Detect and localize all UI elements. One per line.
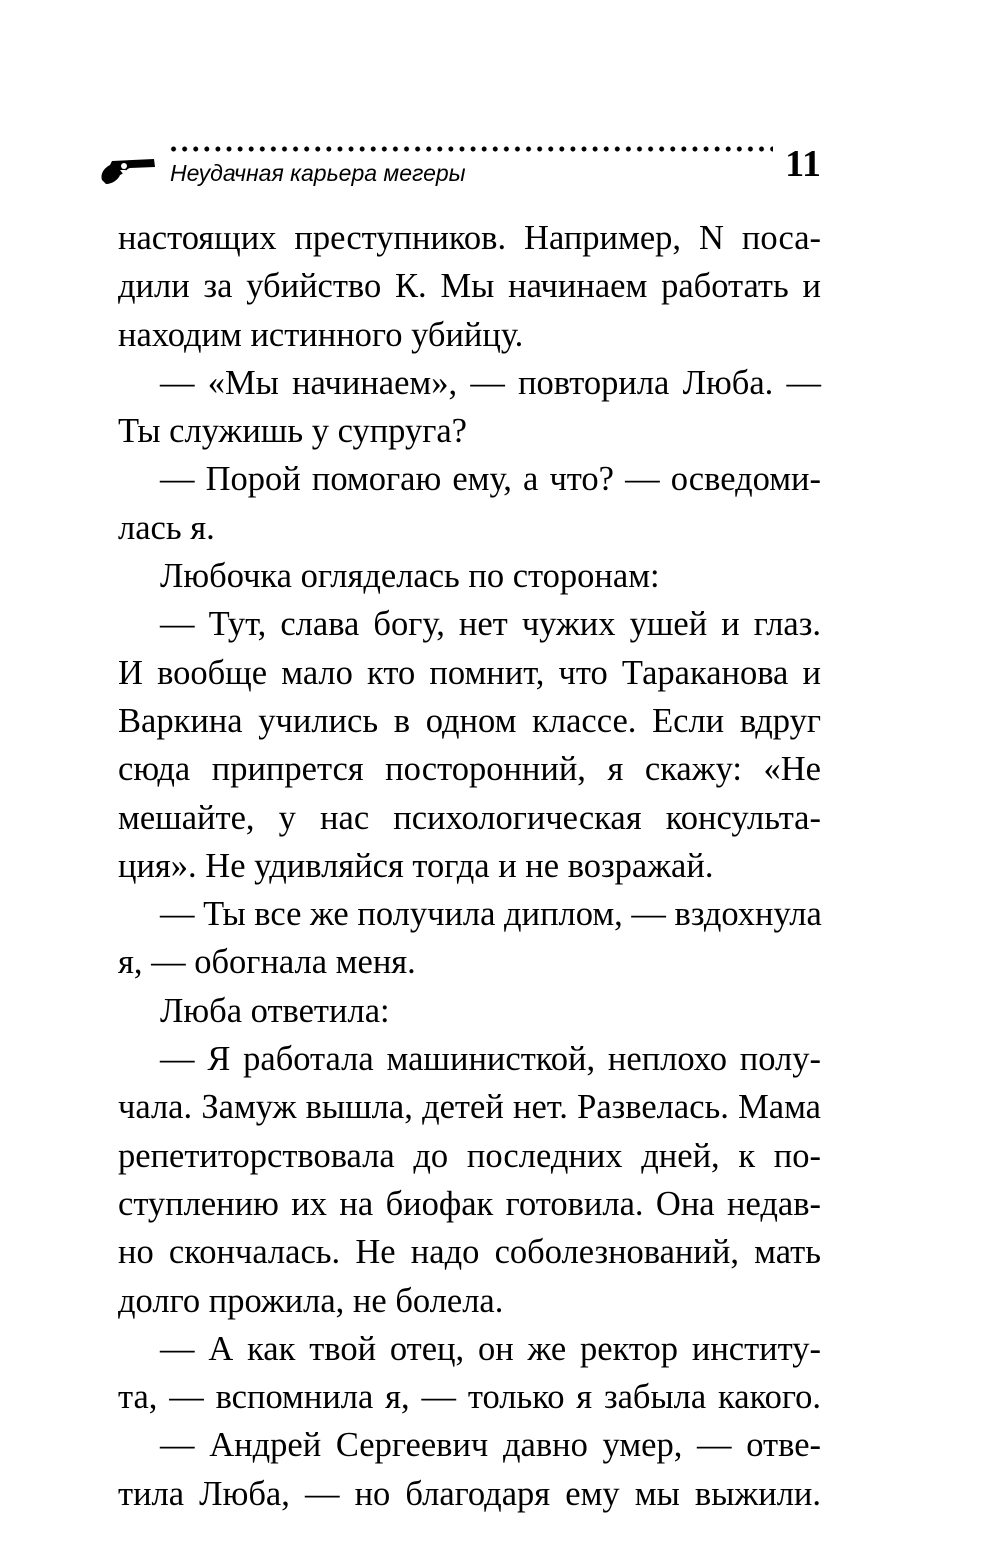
text-line: чала. Замуж вышла, детей нет. Развелась. Мама [118, 1088, 821, 1127]
text-line: Ты служишь у супруга? [118, 412, 467, 451]
dotted-rule [168, 146, 773, 152]
text-line: но скончалась. Не надо соболезнований, мать [118, 1233, 821, 1272]
text-line: ция». Не удивляйся тогда и не возражай. [118, 846, 714, 885]
text-line: сюда припрется посторонний, я скажу: «Не [118, 750, 821, 789]
text-line: лась я. [118, 508, 215, 547]
page-header [100, 138, 825, 198]
text-line: тила Люба, — но благодаря ему мы выжили. [118, 1474, 821, 1513]
text-line: — Тут, слава богу, нет чужих ушей и глаз. [160, 605, 821, 644]
text-line: долго прожила, не болела. [118, 1281, 504, 1320]
text-line: — Я работала машинисткой, неплохо полу- [160, 1040, 821, 1079]
body-text [118, 214, 821, 1518]
text-line: — А как твой отец, он же ректор институ- [160, 1329, 821, 1368]
text-line: Варкина учились в одном классе. Если вдруг [118, 701, 821, 740]
running-title: Неудачная карьера мегеры [170, 160, 466, 186]
text-line: Любочка огляделась по сторонам: [160, 557, 660, 596]
text-line: находим истинного убийцу. [118, 315, 524, 354]
text-line: я, — обогнала меня. [118, 943, 416, 982]
text-line: — «Мы начинаем», — повторила Люба. — [160, 363, 821, 402]
text-line: репетиторствовала до последних дней, к по- [118, 1136, 821, 1175]
revolver-icon [100, 150, 156, 186]
page-number: 11 [785, 143, 821, 185]
text-line: мешайте, у нас психологическая консульта- [118, 798, 821, 837]
text-line: Люба ответила: [160, 991, 390, 1030]
text-line: дили за убийство К. Мы начинаем работать и [118, 267, 821, 306]
text-line: — Андрей Сергеевич давно умер, — отве- [160, 1426, 821, 1465]
text-line: настоящих преступников. Например, N поса- [118, 219, 821, 257]
text-line: ступлению их на биофак готовила. Она недав- [118, 1184, 821, 1223]
text-line: — Порой помогаю ему, а что? — осведоми- [160, 460, 821, 499]
text-line: И вообще мало кто помнит, что Тараканова и [118, 653, 821, 692]
text-line: — Ты все же получила диплом, — вздохнула [160, 895, 822, 934]
text-line: та, — вспомнила я, — только я забыла какого. [118, 1378, 821, 1417]
